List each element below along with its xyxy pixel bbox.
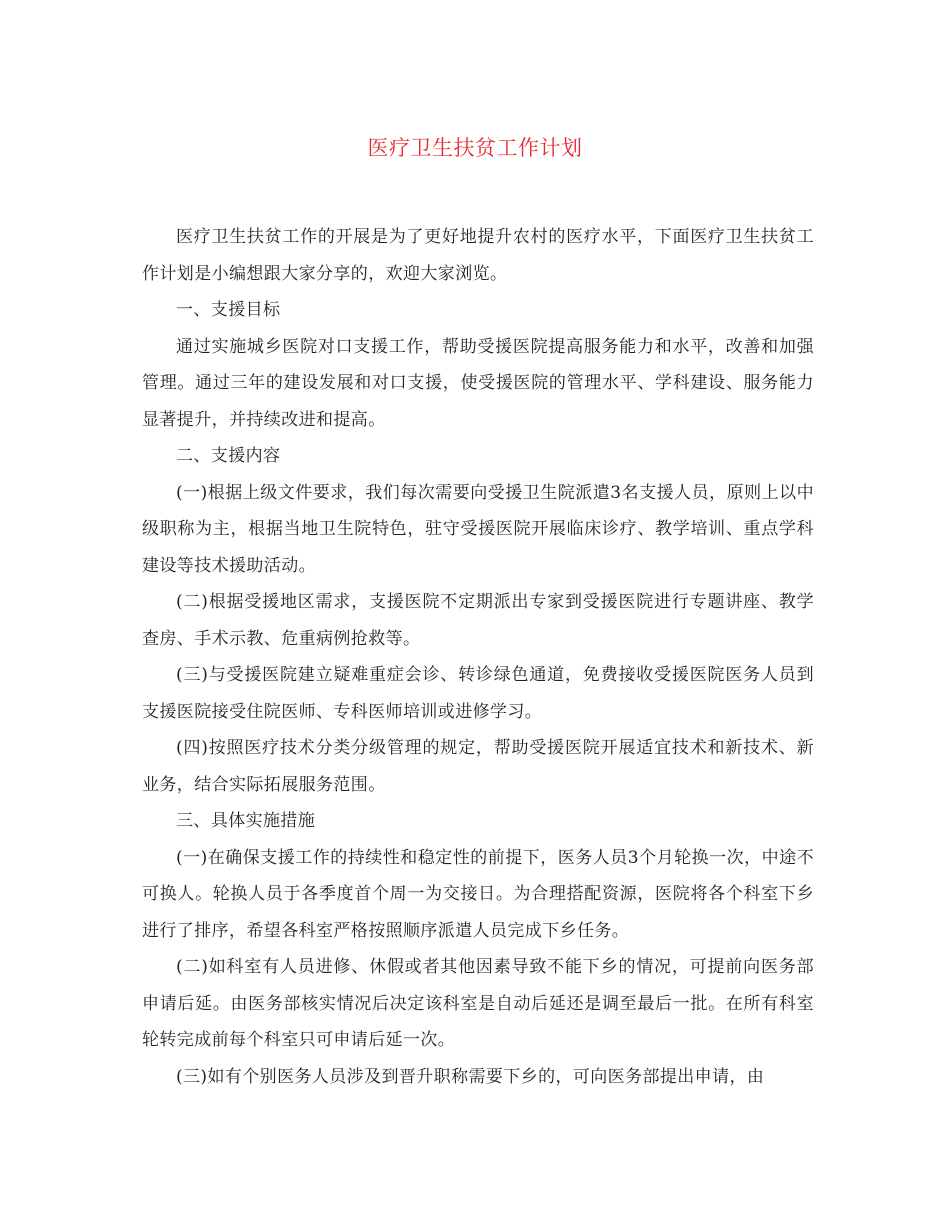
measures-item-2: (二)如科室有人员进修、休假或者其他因素导致不能下乡的情况，可提前向医务部申请后延。由医务部核实情况后决定该科室是自动后延还是调至最后一批。在所有科室轮转完成前每个科室只可申请后延一次。 — [142, 957, 814, 1050]
section-heading-support-content: 二、支援内容 — [176, 446, 281, 466]
intro-paragraph: 医疗卫生扶贫工作的开展是为了更好地提升农村的医疗水平，下面医疗卫生扶贫工作计划是小编想跟大家分享的，欢迎大家浏览。 — [142, 227, 814, 284]
support-content-item-2: (二)根据受援地区需求，支援医院不定期派出专家到受援医院进行专题讲座、教学查房、手术示教、危重病例抢救等。 — [142, 592, 814, 649]
document-title: 医疗卫生扶贫工作计划 — [367, 136, 583, 160]
section-heading-support-goal: 一、支援目标 — [176, 300, 281, 320]
document-body — [142, 219, 814, 1095]
measures-item-3: (三)如有个别医务人员涉及到晋升职称需要下乡的，可向医务部提出申请，由 — [176, 1066, 765, 1087]
measures-item-1: (一)在确保支援工作的持续性和稳定性的前提下，医务人员3个月轮换一次，中途不可换人。轮换人员于各季度首个周一为交接日。为合理搭配资源，医院将各个科室下乡进行了排序，希望各科室严格按照顺序派遣人员完成下乡任务。 — [142, 847, 814, 941]
support-content-item-1: (一)根据上级文件要求，我们每次需要向受援卫生院派遣3名支援人员，原则上以中级职称为主，根据当地卫生院特色，驻守受援医院开展临床诊疗、教学培训、重点学科建设等技术援助活动。 — [142, 482, 814, 576]
support-content-item-4: (四)按照医疗技术分类分级管理的规定，帮助受援医院开展适宜技术和新技术、新业务，结合实际拓展服务范围。 — [142, 738, 814, 795]
support-content-item-3: (三)与受援医院建立疑难重症会诊、转诊绿色通道，免费接收受援医院医务人员到支援医院接受住院医师、专科医师培训或进修学习。 — [142, 665, 814, 722]
section-heading-measures: 三、具体实施措施 — [176, 811, 316, 831]
support-goal-paragraph: 通过实施城乡医院对口支援工作，帮助受援医院提高服务能力和水平，改善和加强管理。通过三年的建设发展和对口支援，使受援医院的管理水平、学科建设、服务能力显著提升，并持续改进和提高。 — [142, 336, 814, 430]
